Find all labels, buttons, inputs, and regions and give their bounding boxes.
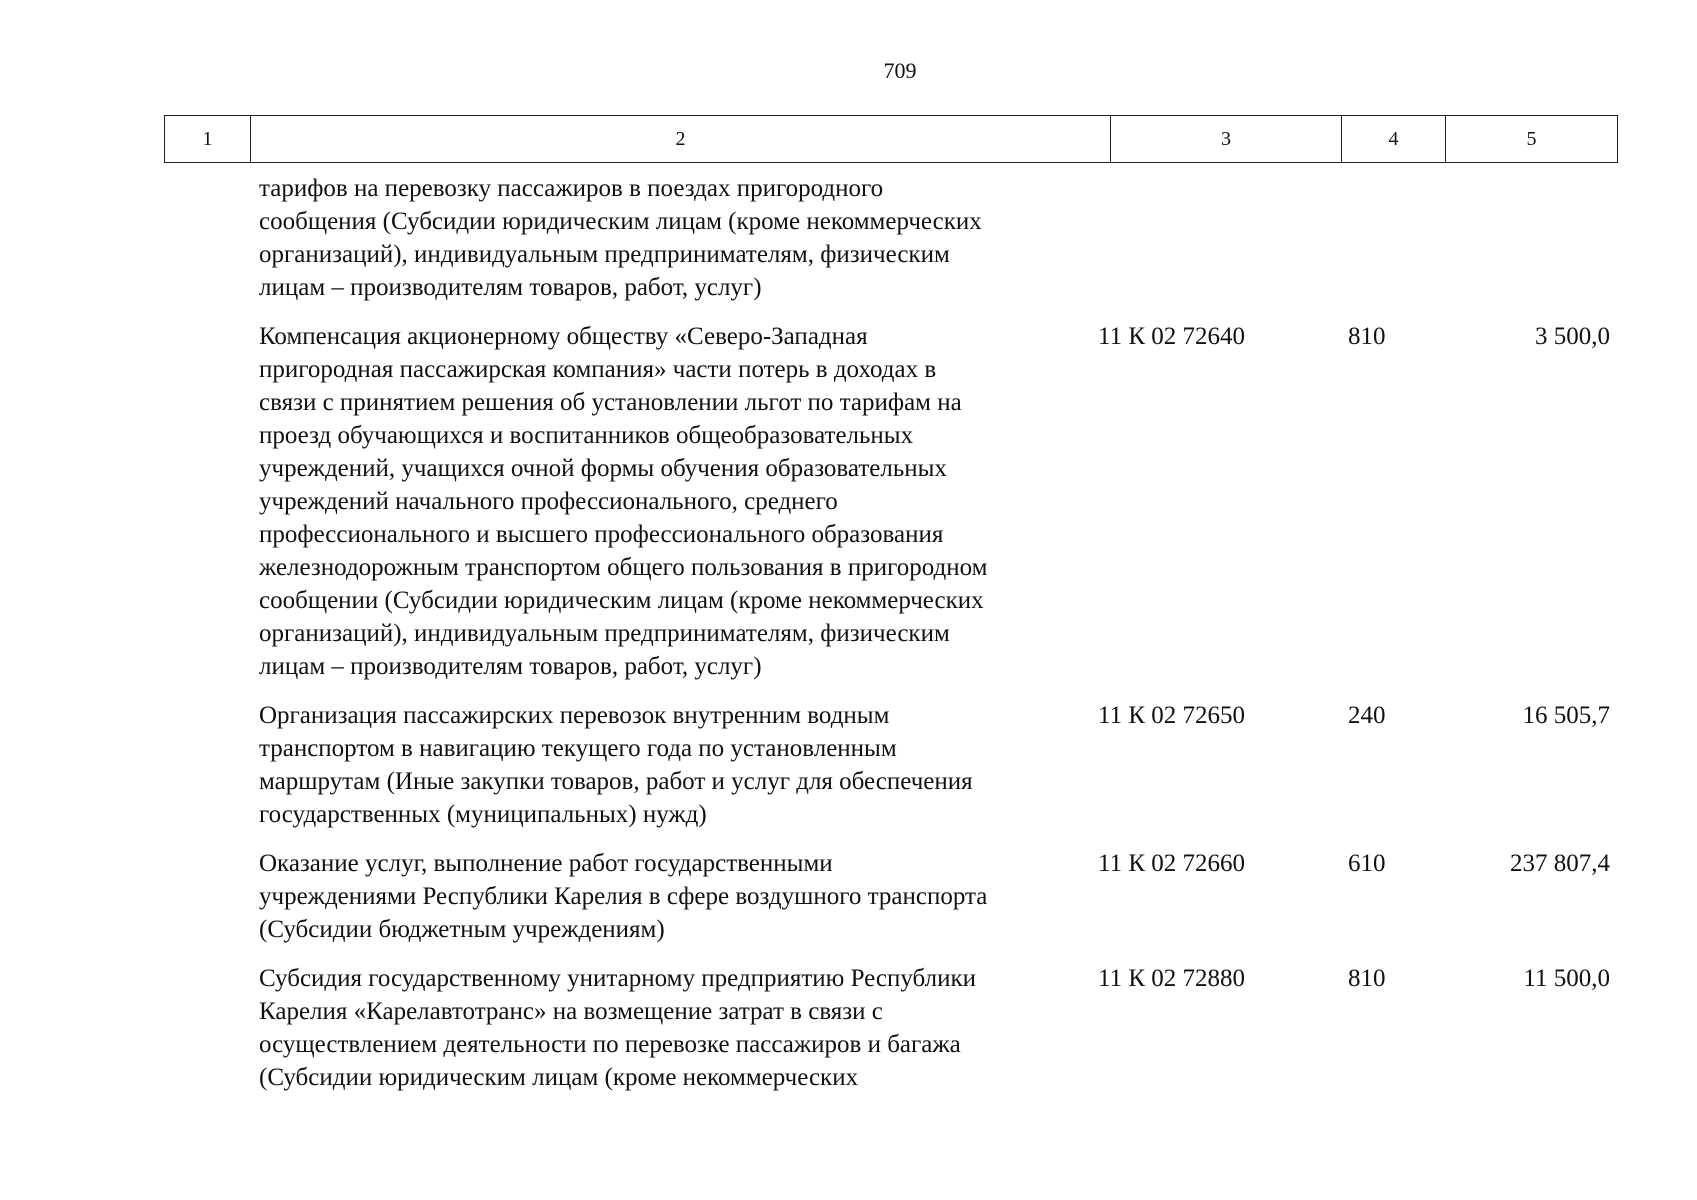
description-line: тарифов на перевозку пассажиров в поездах пригородного (259, 175, 884, 202)
row-expense-type (1344, 172, 1444, 304)
description-line: пригородная пассажирская компания» части потерь в доходах в (259, 356, 937, 383)
header-col-3: 3 (1111, 116, 1342, 162)
row-sum: 11 500,0 (1523, 965, 1610, 992)
description-line: Карелия «Карелавтотранс» на возмещение затрат в связи с (259, 998, 883, 1025)
description-line: учреждений начального профессионального, среднего (259, 488, 838, 515)
table-row (164, 699, 1618, 831)
row-sum: 237 807,4 (1510, 850, 1610, 877)
description-line: организаций), индивидуальным предпринимателям, физическим (259, 241, 950, 268)
description-line: лицам – производителям товаров, работ, услуг) (259, 274, 762, 301)
row-code: 11 К 02 72640 (1098, 323, 1245, 350)
row-expense-type: 610 (1348, 850, 1386, 877)
page-number: 709 (883, 58, 917, 83)
header-col-4: 4 (1342, 116, 1446, 162)
description-line: лицам – производителям товаров, работ, услуг) (259, 653, 762, 680)
row-sum: 3 500,0 (1535, 323, 1610, 350)
description-line: учреждениями Республики Карелия в сфере воздушного транспорта (259, 883, 988, 910)
row-description (259, 699, 1094, 831)
description-line: железнодорожным транспортом общего пользования в пригородном (259, 554, 988, 581)
description-line: Компенсация акционерному обществу «Северо-Западная (259, 323, 868, 350)
header-col-1: 1 (165, 116, 251, 162)
row-expense-type: 810 (1348, 965, 1386, 992)
header-col-5: 5 (1526, 127, 1537, 150)
row-description (259, 172, 1094, 304)
description-line: осуществлением деятельности по перевозке пассажиров и багажа (259, 1031, 961, 1058)
table-row (164, 320, 1618, 683)
row-sum (1444, 172, 1618, 304)
row-description (259, 320, 1094, 683)
description-line: транспортом в навигацию текущего года по установленным (259, 735, 897, 762)
table-row (164, 847, 1618, 946)
description-line: Организация пассажирских перевозок внутренним водным (259, 702, 890, 729)
table-row (164, 962, 1618, 1094)
description-line: организаций), индивидуальным предпринимателям, физическим (259, 620, 950, 647)
row-code: 11 К 02 72650 (1098, 702, 1245, 729)
row-description (259, 962, 1094, 1094)
description-line: Оказание услуг, выполнение работ государственными (259, 850, 833, 877)
table-body (164, 172, 1618, 1110)
description-line: Субсидия государственному унитарному предприятию Республики (259, 965, 976, 992)
description-line: маршрутам (Иные закупки товаров, работ и услуг для обеспечения (259, 768, 973, 795)
row-expense-type: 240 (1348, 702, 1386, 729)
description-line: (Субсидии бюджетным учреждениям) (259, 916, 665, 943)
description-line: сообщения (Субсидии юридическим лицам (кроме некоммерческих (259, 208, 982, 235)
description-line: проезд обучающихся и воспитанников общеобразовательных (259, 422, 914, 449)
row-sum: 16 505,7 (1522, 702, 1610, 729)
description-line: профессионального и высшего профессионального образования (259, 521, 944, 548)
row-code: 11 К 02 72660 (1098, 850, 1245, 877)
table-row (164, 172, 1618, 304)
description-line: связи с принятием решения об установлении льгот по тарифам на (259, 389, 962, 416)
row-code: 11 К 02 72880 (1098, 965, 1245, 992)
description-line: государственных (муниципальных) нужд) (259, 801, 707, 828)
description-line: (Субсидии юридическим лицам (кроме некоммерческих (259, 1064, 859, 1091)
row-expense-type: 810 (1348, 323, 1386, 350)
header-col-2: 2 (251, 116, 1111, 162)
table-header (164, 115, 1618, 163)
row-code (1094, 172, 1344, 304)
row-description (259, 847, 1094, 946)
description-line: учреждений, учащихся очной формы обучения образовательных (259, 455, 947, 482)
description-line: сообщении (Субсидии юридическим лицам (кроме некоммерческих (259, 587, 984, 614)
